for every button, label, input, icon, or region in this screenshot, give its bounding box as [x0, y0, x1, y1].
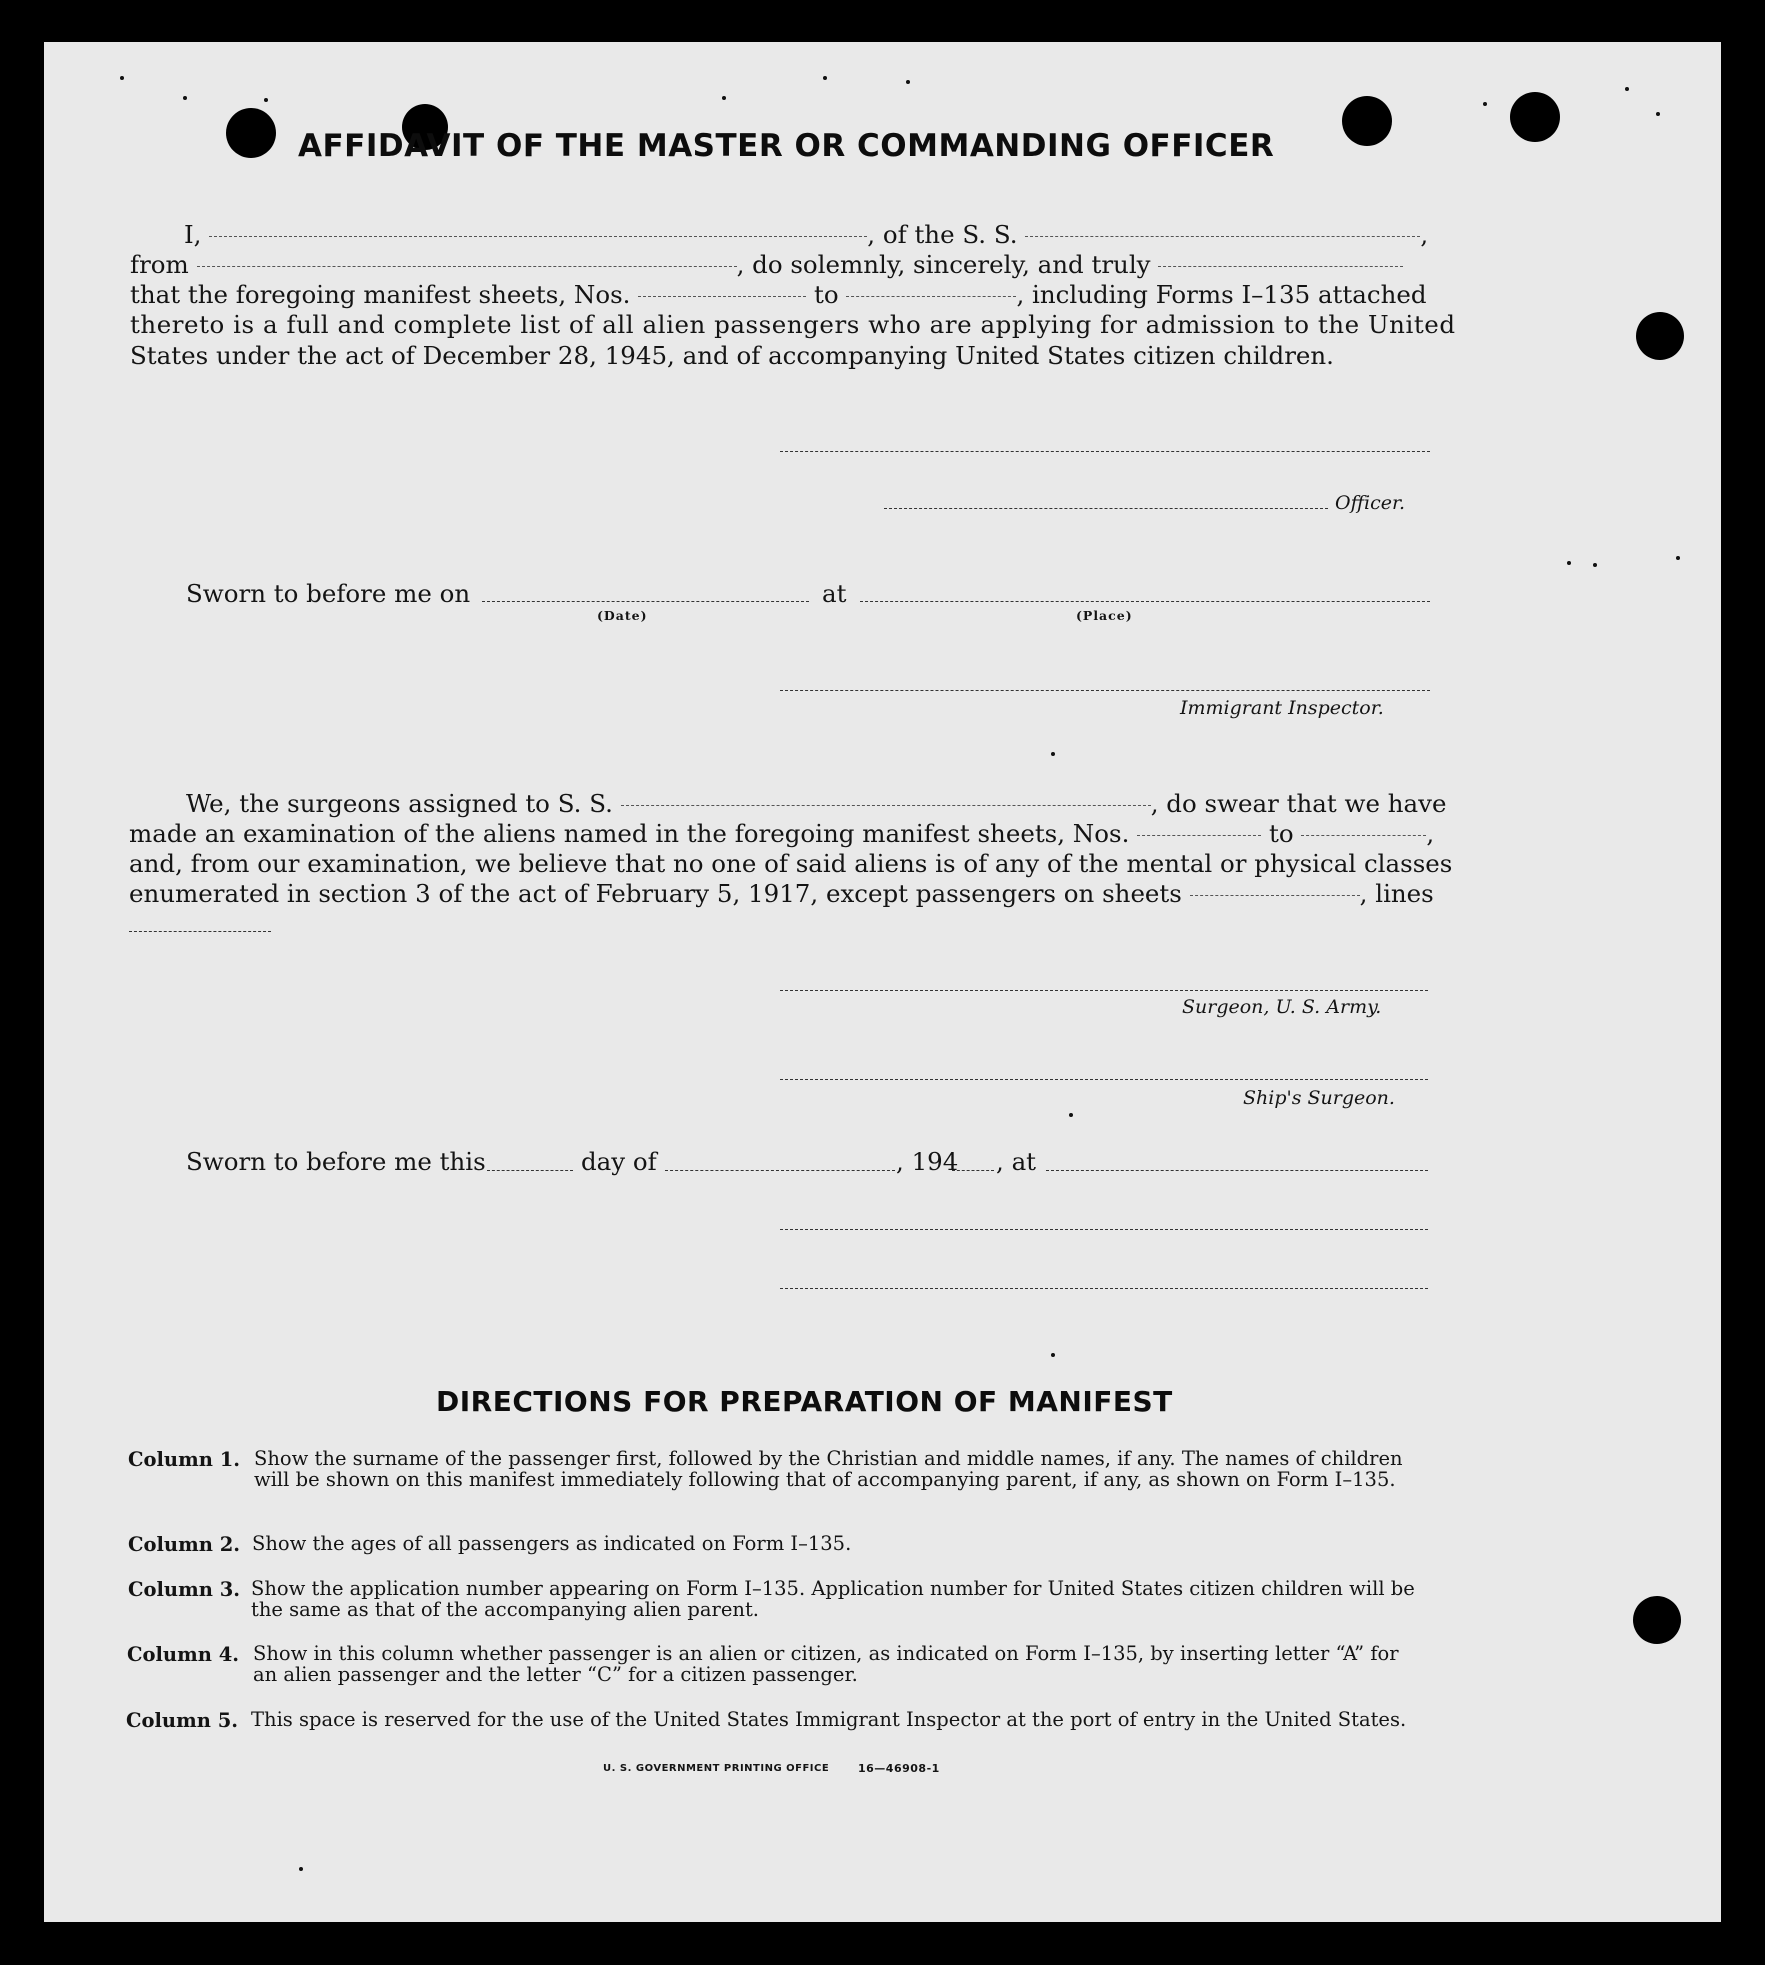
- sworn-at-2-label: , at: [996, 1147, 1037, 1176]
- directions-title: DIRECTIONS FOR PREPARATION OF MANIFEST: [436, 1385, 1173, 1418]
- punch-hole-right-upper: [1636, 312, 1684, 360]
- column-4-label: Column 4.: [127, 1643, 240, 1666]
- sworn-month-field[interactable]: [665, 1170, 895, 1171]
- ship-surgeon-signature-line[interactable]: [780, 1079, 1428, 1080]
- sworn-day-prefix: Sworn to before me this: [186, 1147, 486, 1176]
- affidavit-text-of-ss: , of the S. S.: [867, 220, 1018, 249]
- affidavit-text-comma: ,: [1420, 220, 1429, 249]
- official-signature-line-1[interactable]: [780, 1229, 1428, 1230]
- ship-name-field[interactable]: [1025, 236, 1420, 237]
- paper-speck: [1069, 1113, 1073, 1117]
- sworn-place-field[interactable]: [860, 601, 1430, 602]
- affidavit-text-from: from: [130, 250, 189, 279]
- paper-speck: [183, 96, 187, 100]
- punch-hole-right-lower: [1633, 1596, 1681, 1644]
- sworn-year-label: , 194: [896, 1147, 959, 1176]
- affidavit-line-2: [130, 250, 1403, 279]
- date-caption: (Date): [597, 608, 648, 623]
- sworn-day-field[interactable]: [487, 1170, 573, 1171]
- affidavit-text-to: to: [814, 280, 839, 309]
- punch-hole-top-right-2: [1510, 92, 1560, 142]
- paper-speck: [823, 76, 827, 80]
- column-3-label: Column 3.: [128, 1578, 241, 1601]
- army-surgeon-signature-line[interactable]: [780, 990, 1428, 991]
- printer-imprint: U. S. GOVERNMENT PRINTING OFFICE: [603, 1763, 830, 1774]
- surgeons-text-lines: , lines: [1359, 879, 1434, 908]
- column-1-text: Show the surname of the passenger first, followed by the Christian and middle names, if any. The names of children will be shown on this manifest immediately following that of accompanying parent, if any, as shown on Form I–135.: [254, 1447, 1403, 1491]
- surgeons-line-4: [129, 879, 1434, 908]
- surgeons-text-except: enumerated in section 3 of the act of February 5, 1917, except passengers on sheets: [129, 879, 1182, 908]
- sworn-date-field[interactable]: [482, 601, 809, 602]
- surgeons-sheet-to-field[interactable]: [1301, 835, 1426, 836]
- paper-speck: [1483, 102, 1487, 106]
- paper-speck: [1567, 561, 1571, 565]
- affidavit-text-sheets: that the foregoing manifest sheets, Nos.: [130, 280, 631, 309]
- paper-speck: [906, 80, 910, 84]
- inspector-label: Immigrant Inspector.: [1180, 697, 1384, 719]
- surgeons-text-to: to: [1268, 819, 1294, 848]
- affidavit-title: AFFIDAVIT OF THE MASTER OR COMMANDING OFFICER: [298, 128, 1275, 164]
- paper-speck: [722, 96, 726, 100]
- sworn-year-field[interactable]: [952, 1170, 994, 1171]
- officer-name-line[interactable]: [884, 508, 1328, 509]
- form-code: 16—46908-1: [858, 1762, 940, 1775]
- surgeons-text-comma: ,: [1426, 819, 1435, 848]
- surgeons-text-examination: made an examination of the aliens named in the foregoing manifest sheets, Nos.: [129, 819, 1130, 848]
- place-caption: (Place): [1076, 608, 1133, 623]
- officer-label: Officer.: [1335, 492, 1406, 514]
- army-surgeon-label: Surgeon, U. S. Army.: [1182, 996, 1382, 1018]
- officer-signature-line[interactable]: [780, 451, 1430, 452]
- surgeons-text-assigned: We, the surgeons assigned to S. S.: [186, 789, 613, 818]
- surgeons-sheet-from-field[interactable]: [1137, 835, 1261, 836]
- surgeons-line-2: [129, 819, 1434, 848]
- column-5-label: Column 5.: [126, 1709, 239, 1732]
- master-name-field[interactable]: [209, 236, 867, 237]
- affidavit-line-5: States under the act of December 28, 1945, and of accompanying United States citizen children.: [130, 341, 1334, 370]
- surgeons-line-3: and, from our examination, we believe that no one of said aliens is of any of the mental or physical classes: [129, 849, 1453, 878]
- except-sheets-field[interactable]: [1190, 895, 1360, 896]
- paper-speck: [1656, 112, 1660, 116]
- ship-surgeon-label: Ship's Surgeon.: [1243, 1087, 1395, 1109]
- affidavit-line-1: [184, 220, 1428, 249]
- sheet-to-field[interactable]: [846, 296, 1016, 297]
- affidavit-text-i: I,: [184, 220, 202, 249]
- paper-speck: [1676, 556, 1680, 560]
- paper-speck: [120, 76, 124, 80]
- oath-field[interactable]: [1158, 266, 1403, 267]
- punch-hole-top-right-1: [1342, 96, 1392, 146]
- affidavit-line-3: [130, 280, 1427, 309]
- column-5-text: This space is reserved for the use of the United States Immigrant Inspector at the port of entry in the United States.: [251, 1708, 1407, 1731]
- punch-hole-left: [226, 108, 276, 158]
- column-4-text: Show in this column whether passenger is an alien or citizen, as indicated on Form I–135, by inserting letter “A” for an alien passenger and the letter “C” for a citizen passenger.: [253, 1642, 1399, 1686]
- sworn-location-field[interactable]: [1046, 1170, 1428, 1171]
- column-2-label: Column 2.: [128, 1533, 241, 1556]
- affidavit-text-solemnly: , do solemnly, sincerely, and truly: [736, 250, 1151, 279]
- paper-speck: [1625, 87, 1629, 91]
- sworn-date-prefix: Sworn to before me on: [186, 579, 471, 608]
- except-lines-field[interactable]: [129, 931, 271, 932]
- inspector-signature-line[interactable]: [780, 690, 1430, 691]
- affidavit-text-including: , including Forms I–135 attached: [1016, 280, 1427, 309]
- column-3-text: Show the application number appearing on Form I–135. Application number for United States citizen children will be the same as that of the accompanying alien parent.: [251, 1577, 1415, 1621]
- paper-speck: [1051, 1353, 1055, 1357]
- paper-speck: [1593, 563, 1597, 567]
- sworn-day-of-label: day of: [581, 1147, 657, 1176]
- surgeons-ship-field[interactable]: [621, 805, 1151, 806]
- sheet-from-field[interactable]: [638, 296, 806, 297]
- surgeons-text-swear: , do swear that we have: [1150, 789, 1447, 818]
- column-1-label: Column 1.: [128, 1448, 241, 1471]
- affidavit-line-4: thereto is a full and complete list of all alien passengers who are applying for admission to the United: [130, 310, 1456, 339]
- paper-speck: [299, 1867, 303, 1871]
- sworn-at-label: at: [822, 579, 847, 608]
- paper-speck: [1051, 752, 1055, 756]
- official-signature-line-2[interactable]: [780, 1288, 1428, 1289]
- surgeons-line-1: [186, 789, 1447, 818]
- paper-speck: [264, 98, 268, 102]
- column-2-text: Show the ages of all passengers as indicated on Form I–135.: [252, 1532, 852, 1555]
- departure-port-field[interactable]: [197, 266, 737, 267]
